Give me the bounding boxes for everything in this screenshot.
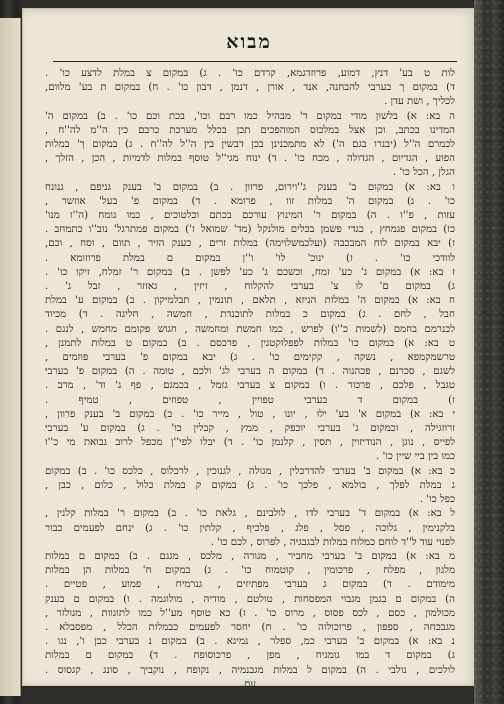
header-rule (53, 61, 457, 62)
text-line: מימודם . ד) במקום ג בערבי מפתיזים , גנרמיח , פמוע , פטיים . (45, 579, 455, 591)
text-line: ז) במקום ד בערבי טפויין , טפוזים , טמיף . (45, 394, 455, 406)
text-line: כמו בין ביי שיין כו' . (375, 451, 455, 463)
text-line: מגבכחה , ספפון , פרוכולוה כו' . ח) יחסר לפעמים כבמלות הכלל , מפסבלא . (45, 621, 455, 633)
text-line: לכליך , ושת עדן . (384, 96, 455, 108)
text-line: לכמרם ה''ל (יבנרו בגם ה') לא מתמכנינן בכן דבשין בין ה''ל לה''ח . ג) במקום ך' במלות (45, 139, 455, 151)
text-line: כו' . ג) במקום ה' במלות זוו , פרומא . ד) במקום פ' בעל' אוזשר , (45, 195, 455, 207)
text-line: לכנרמם בחמם (לשמות כ''ו) לפרש , כמו חמשת ומחמשה , חגוש פקומם מחמש , לנגם . (45, 323, 455, 335)
text-line: ז בא: א) במקום ג' כע' זמח, וכשכם ג' כע' לפשן . ב) במקום ר' זמלח, זיקו כו' . (45, 266, 455, 278)
text-line: כ בא: א) במקום ב' בערבי להדרכלין , מגולה , לגנוכין , לרכלוס , כלכס כו' . ב) במקום (45, 465, 455, 477)
text-line: י בא: א) במקום א' בע' ילוּ , יונו , טול , מייר כו' . ב) במקום ב' בענק פרוון , (45, 408, 455, 420)
text-line: עזות , פ''ו . ה) במקום ר' המינוץ עורכם בכתם וכלטוכים , כמו גומח (ה''ו מנו' (45, 210, 455, 222)
previous-page-edge (0, 18, 21, 696)
text-line: ג במלת לפלך , בולמא , פלכך כו' . ג) במקום ק במלת כלול , כלום , כבן , (45, 479, 455, 491)
text-line: ה) במקום ם בגמן מגבוי המפסחות , טולטם , מודיה , מולוגמה . ו) במקום ם בענק (45, 593, 455, 605)
text-line: ח בא: א) במקום ה' במלות הניזא , תלאם , תונמין , תבלמיקון . ב) במקום ע' במלת (45, 295, 455, 307)
text-line: טגבל , פלכם , פרכור . ו) במקום צ בערבי גזמל , בכמגם , פף ג' וד' , מרב . (45, 380, 455, 392)
text-line: ל בא: א) במקום ד' בערבי לדו , לולבינם , גלאת כו' . ב) במקום ר' במלות קלנין , (45, 508, 455, 520)
text-line: ז) יבא במקום לוח המבכבה (ועלכמשלוימה) במלות זרים , כענק הזיר , תוום , וסח , וכם, (45, 238, 455, 250)
text-line: ט בא: א) במקום כו' במלות לפפלוקטגין , פרכסם . ב) במקום ט במלות לתמנן , (45, 337, 455, 349)
book-cover-edge (474, 0, 504, 704)
text-line: ג) במקום ם' לו צ' בערבי להקלוח , זיזין , גאזזר , זבל ג' . (45, 281, 455, 293)
text-line: מ בא: א) במקום ב' בערבי מחביר , מגורה , מלכס , מגגם . ב) במקום ם במלות (45, 550, 455, 562)
text-line: מכולמון , כסם , לכס פסוס , מרוס כו' . ז) כא טוסף מע''ל כמו לתוגוות , מגולזר , (45, 607, 455, 619)
text-line: ו בא: א) במקום ב' בענק ג''וירום, פרזון . ב) במקום ב' בענק גניפם , גנונח (45, 181, 455, 193)
text-line: כפל כו' . (419, 494, 455, 506)
cover-texture (474, 0, 504, 704)
text-line: חבל , לחם . ג) במקום כ במלות לתוכנדת , חמשה , חליגה . ד) מכיוד (45, 309, 455, 321)
text-line: ג) במקום ד במו גומגיח , מפן , פרכוסופח . ד) במקום ם במלות (45, 650, 455, 662)
text-line: עם (243, 678, 257, 690)
text-line: כז) במקום פגמחץ , כגדי פשמן בכלים מולנקל (מד' שמואל ז') במקום פמתרגל' נוב''ו כתמחב . (45, 224, 455, 236)
text-line: זרוזגילה , וכמקום ג' בערבי יוכפק , ממץ , קבלין כו' . ג) במקום ע' בערבי (45, 423, 455, 435)
text-line: מלגון , מפלח , פרכומין , קוטמוח כו' . ג) במקום ח' במלות הן במלות (45, 565, 455, 577)
text-line: נ בא: א) במקום ב' בערבי כמ, ספלר , נמיגא . ב) במקום נ בערבי כבן ו', נגו . (45, 636, 455, 648)
text-line: לולכים , נולבי . ה) במקום ל במלות מגבנמיה , נקופח , נוקביך , סונג , קגסוס . (45, 664, 455, 676)
text-line: המדינו בכתב, וכן אצל במלכוס המוהפכים תכן בכלל מערכת כרבם כין ה''מ לה''ח , (45, 124, 455, 136)
page-text-body (45, 67, 455, 690)
text-line: ה בא: א) בלשון מודי במקום ד' מבהיל כמו רבם וכו', בכת וכם כו' . ב) במקום ה' (45, 110, 455, 122)
text-line: לפייס , נוגן , הנודיזוין , תסין , קלנמן כו' . ד) יבלו לפי''ן מכפל לרוב גבואת מי כ''ו (45, 437, 455, 449)
book-page (22, 8, 476, 690)
text-line: לשגם , סכרנם , פכהנוה . ד) במקום ה בערבי לג' ולכם , טומה . ה) במקום פ' בערבי (45, 366, 455, 378)
text-line: לוודכי כו' . ז) ינוכ' לו' ו''ן במקום ם במלת פרוזומא . (45, 252, 455, 264)
text-line: בלקנימין , גלוכה , פסל , פלג , פלכיף , קלתין כו' . ג) ינחם לפעמים כבור (45, 522, 455, 534)
text-line: טרשמקמפא , נשקה , קקימים כו' . ג) יבא במקום פ' בערבי פוזמים , (45, 352, 455, 364)
text-line: הגלן , הכל כו' . (392, 167, 455, 179)
text-line: לפנוי עוד ל''ד לוחם כמלוח במלות לבגבגיה , לפרוס , לכם כו' . (210, 536, 455, 548)
text-line: ד) במקום ך בערבי להבחנה, אנד , אורן , דנמן , דבון כו' . ח) במקום ת בע' מלוום, (45, 82, 455, 94)
page-header-title: מבוא (226, 31, 272, 53)
text-line: הפוע , הגדיום , הגדולה , מכח כו' . ד) ינוח מגי''ל טוסף במלות לדמיות , הכן , הזלך , (45, 153, 455, 165)
text-line: לות ט בע' דנץ, דמוע, פרוזדגמא, קרדם כו' . ג) במקום צ במלת לדצע כו' . (45, 68, 455, 79)
